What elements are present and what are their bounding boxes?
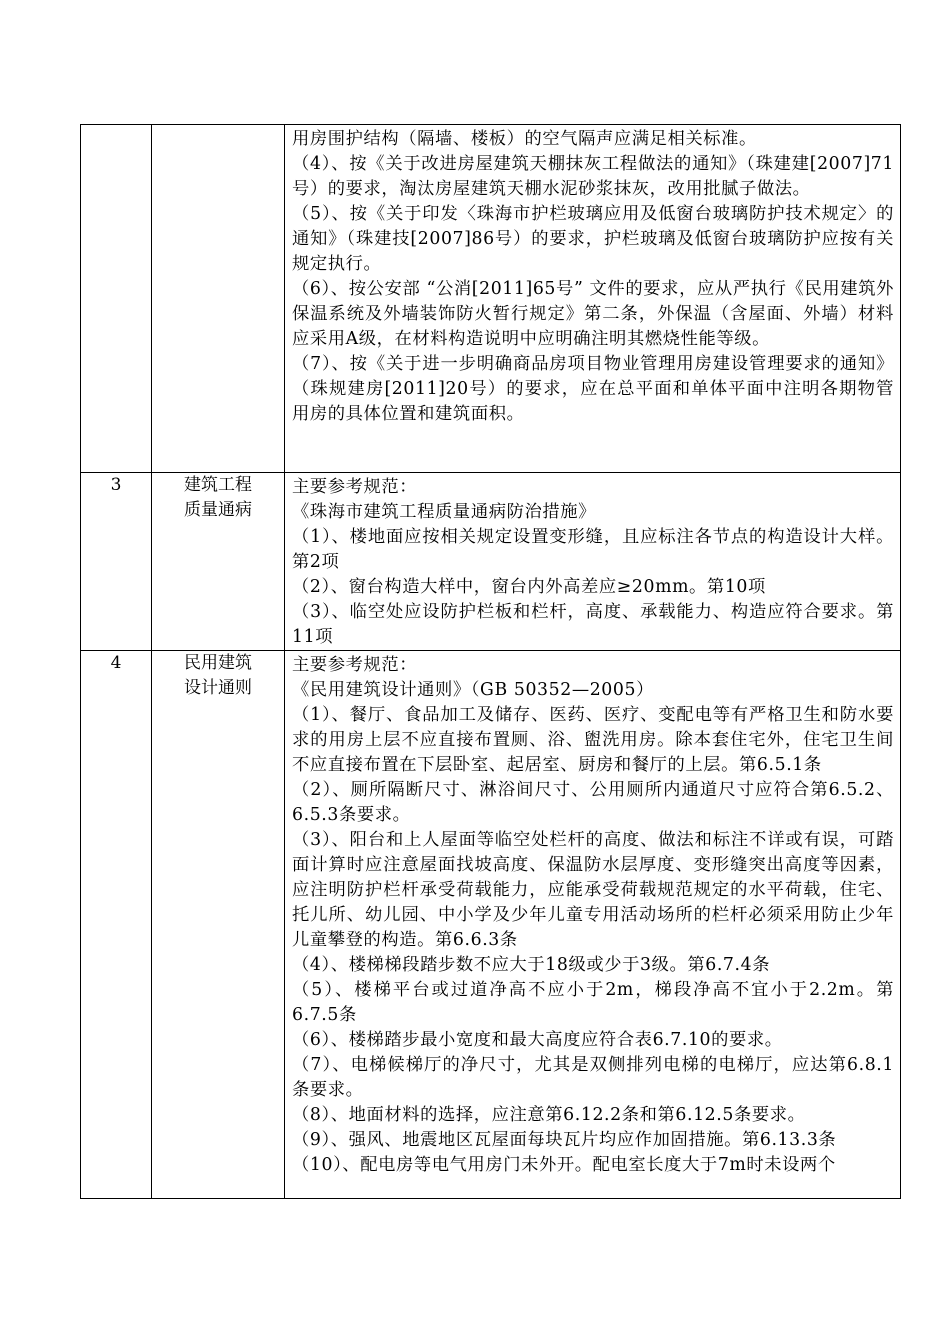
content-line: 主要参考规范： [292,655,418,675]
row-content-cell [285,473,901,651]
content-line: （7）、按《关于进一步明确商品房项目物业管理用房建设管理要求的通知》（珠规建房[2011]20号）的要求，应在总平面和单体平面中注明各期物管用房的具体位置和建筑面积。 [292,354,894,424]
row-content-cell [285,125,901,473]
content-line: （9）、强风、地震地区瓦屋面每块瓦片均应作加固措施。第6.13.3条 [292,1130,837,1150]
content-line: 《民用建筑设计通则》（GB 50352—2005） [292,680,654,700]
row-number-cell [81,125,152,473]
row-number-cell: 3 [81,473,152,651]
table-row [81,473,901,651]
content-line: 《珠海市建筑工程质量通病防治措施》 [292,502,596,522]
content-line: （6）、楼梯踏步最小宽度和最大高度应符合表6.7.10的要求。 [292,1030,783,1050]
row-category-cell [152,651,285,1199]
content-line: 用房围护结构（隔墙、楼板）的空气隔声应满足相关标准。 [292,129,757,149]
table-row [81,651,901,1199]
row-number-cell: 4 [81,651,152,1199]
content-line: （8）、地面材料的选择，应注意第6.12.2条和第6.12.5条要求。 [292,1105,806,1125]
row-category-label: 建筑工程质量通病 [184,475,252,520]
content-line: （1）、楼地面应按相关规定设置变形缝，且应标注各节点的构造设计大样。第2项 [292,527,894,572]
content-line: （3）、临空处应设防护栏板和栏杆，高度、承载能力、构造应符合要求。第11项 [292,602,894,647]
review-table [80,124,901,1199]
content-line: 主要参考规范： [292,477,418,497]
row-category-cell [152,125,285,473]
content-line: （10）、配电房等电气用房门未外开。配电室长度大于7m时未设两个 [292,1155,836,1175]
content-line: （5）、楼梯平台或过道净高不应小于2m，梯段净高不宜小于2.2m。第6.7.5条 [292,980,894,1025]
row-content-cell [285,651,901,1199]
row-category-cell [152,473,285,651]
content-line: （5）、按《关于印发〈珠海市护栏玻璃应用及低窗台玻璃防护技术规定〉的通知》（珠建技[2007]86号）的要求，护栏玻璃及低窗台玻璃防护应按有关规定执行。 [292,204,894,274]
content-line: （4）、楼梯梯段踏步数不应大于18级或少于3级。第6.7.4条 [292,955,771,975]
content-line: （1）、餐厅、食品加工及储存、医药、医疗、变配电等有严格卫生和防水要求的用房上层不应直接布置厕、浴、盥洗用房。除本套住宅外，住宅卫生间不应直接布置在下层卧室、起居室、厨房和餐厅的上层。第6.5.1条 [292,705,894,775]
content-line: （4）、按《关于改进房屋建筑天棚抹灰工程做法的通知》（珠建建[2007]71号）的要求，淘汰房屋建筑天棚水泥砂浆抹灰，改用批腻子做法。 [292,154,894,199]
content-line: （3）、阳台和上人屋面等临空处栏杆的高度、做法和标注不详或有误，可踏面计算时应注意屋面找坡高度、保温防水层厚度、变形缝突出高度等因素，应注明防护栏杆承受荷载能力，应能承受荷载规范规定的水平荷载，住宅、托儿所、幼儿园、中小学及少年儿童专用活动场所的栏杆必须采用防止少年儿童攀登的构造。第6.6.3条 [292,830,894,950]
table-row [81,125,901,473]
content-line: （2）、厕所隔断尺寸、淋浴间尺寸、公用厕所内通道尺寸应符合第6.5.2、6.5.3条要求。 [292,780,894,825]
content-line: （7）、电梯候梯厅的净尺寸，尤其是双侧排列电梯的电梯厅，应达第6.8.1条要求。 [292,1055,894,1100]
content-line: （6）、按公安部 “公消[2011]65号” 文件的要求，应从严执行《民用建筑外保温系统及外墙装饰防火暂行规定》第二条，外保温（含屋面、外墙）材料应采用A级，在材料构造说明中应明确注明其燃烧性能等级。 [292,279,894,349]
content-line: （2）、窗台构造大样中，窗台内外高差应≥20mm。第10项 [292,577,766,597]
row-category-label: 民用建筑设计通则 [184,653,252,698]
